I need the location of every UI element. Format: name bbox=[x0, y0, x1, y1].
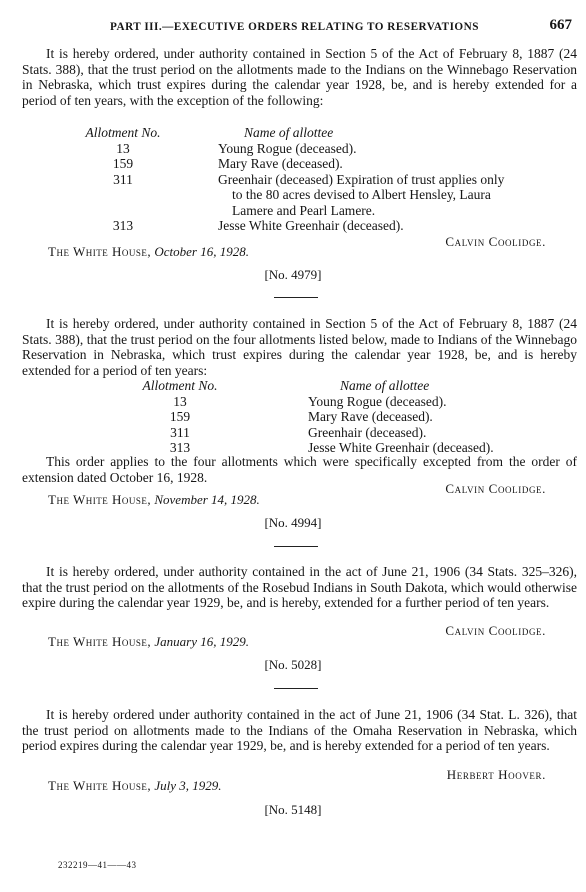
order-number: [No. 4994] bbox=[264, 515, 322, 530]
column-header-name: Name of allottee bbox=[340, 378, 430, 393]
signature-coolidge: Calvin Coolidge. bbox=[445, 481, 546, 496]
order-3-text: It is hereby ordered, under authority contained in the act of June 21, 1906 (34 Stats. 325–326), that the trust period on the allotments of the Rosebud Indians in South Dakota, which would otherwise expire during the calendar year 1929, be, and is hereby, extended for a further period of ten years. bbox=[22, 564, 577, 610]
place-and-date: The White House, January 16, 1929. bbox=[48, 634, 249, 649]
order-number: [No. 5028] bbox=[264, 657, 322, 672]
column-header-name: Name of allottee bbox=[244, 125, 334, 140]
table-row: 159 Mary Rave (deceased). bbox=[169, 409, 433, 424]
order-2-note: This order applies to the four allotments which were specifically excepted from the order of extension dated October 16, 1928. bbox=[22, 454, 577, 485]
signature-hoover: Herbert Hoover. bbox=[446, 767, 546, 782]
table-row: 159 Mary Rave (deceased). bbox=[112, 156, 343, 171]
print-code: 232219—41——43 bbox=[58, 860, 137, 870]
place-and-date: The White House, July 3, 1929. bbox=[48, 778, 222, 793]
order-1-text: It is hereby ordered, under authority contained in Section 5 of the Act of February 8, 1887 (24 Stats. 388), that the trust period on the allotments made to the Indians on the Winnebago Reservation in Nebraska, which trust expires during the calendar year 1928, be, and is hereby extended for a period of ten years, with the exception of the following: bbox=[22, 46, 577, 108]
section-divider bbox=[274, 546, 318, 547]
table-row: 13 Young Rogue (deceased). bbox=[116, 140, 357, 156]
signature-coolidge: Calvin Coolidge. bbox=[445, 234, 546, 249]
signature-coolidge: Calvin Coolidge. bbox=[445, 623, 546, 638]
order-2-text: It is hereby ordered, under authority contained in Section 5 of the Act of February 8, 1887 (24 Stats. 388), that the trust period on the four allotments listed below, made to Indians of the Winnebago Reservation in Nebraska, which trust expires during the calendar year 1928, be, and is hereby extended for a period of ten years: bbox=[22, 316, 577, 378]
order-2-allotment-table bbox=[132, 378, 552, 456]
column-header-allotment: Allotment No. bbox=[85, 125, 161, 140]
running-title: PART III.—EXECUTIVE ORDERS RELATING TO RESERVATIONS bbox=[110, 21, 479, 33]
section-divider bbox=[274, 688, 318, 689]
table-row: 311 Greenhair (deceased). bbox=[170, 424, 427, 440]
column-header-allotment: Allotment No. bbox=[142, 378, 218, 393]
order-1-allotment-table bbox=[80, 125, 560, 234]
order-number: [No. 4979] bbox=[264, 267, 322, 282]
order-4-text: It is hereby ordered under authority contained in the act of June 21, 1906 (34 Stat. L. 326), that the trust period on allotments made to the Indians of the Omaha Reservation in Nebraska, which period expires during the calendar year 1929, be, and is hereby extended for a period of ten years. bbox=[22, 707, 577, 753]
place-and-date: The White House, October 16, 1928. bbox=[48, 244, 249, 259]
table-row: 313 Jesse White Greenhair (deceased). bbox=[169, 440, 494, 455]
place-and-date: The White House, November 14, 1928. bbox=[48, 492, 260, 507]
page-number: 667 bbox=[549, 17, 572, 33]
order-number: [No. 5148] bbox=[264, 802, 322, 817]
table-row: 13 Young Rogue (deceased). bbox=[173, 393, 447, 409]
table-row: 313 Jesse White Greenhair (deceased). bbox=[112, 218, 404, 233]
table-row: 311 Greenhair (deceased) Expiration of trust applies only to the 80 acres devised to Albert Hensley, Laura Lamere and Pearl Lamere. bbox=[113, 171, 505, 218]
section-divider bbox=[274, 297, 318, 298]
